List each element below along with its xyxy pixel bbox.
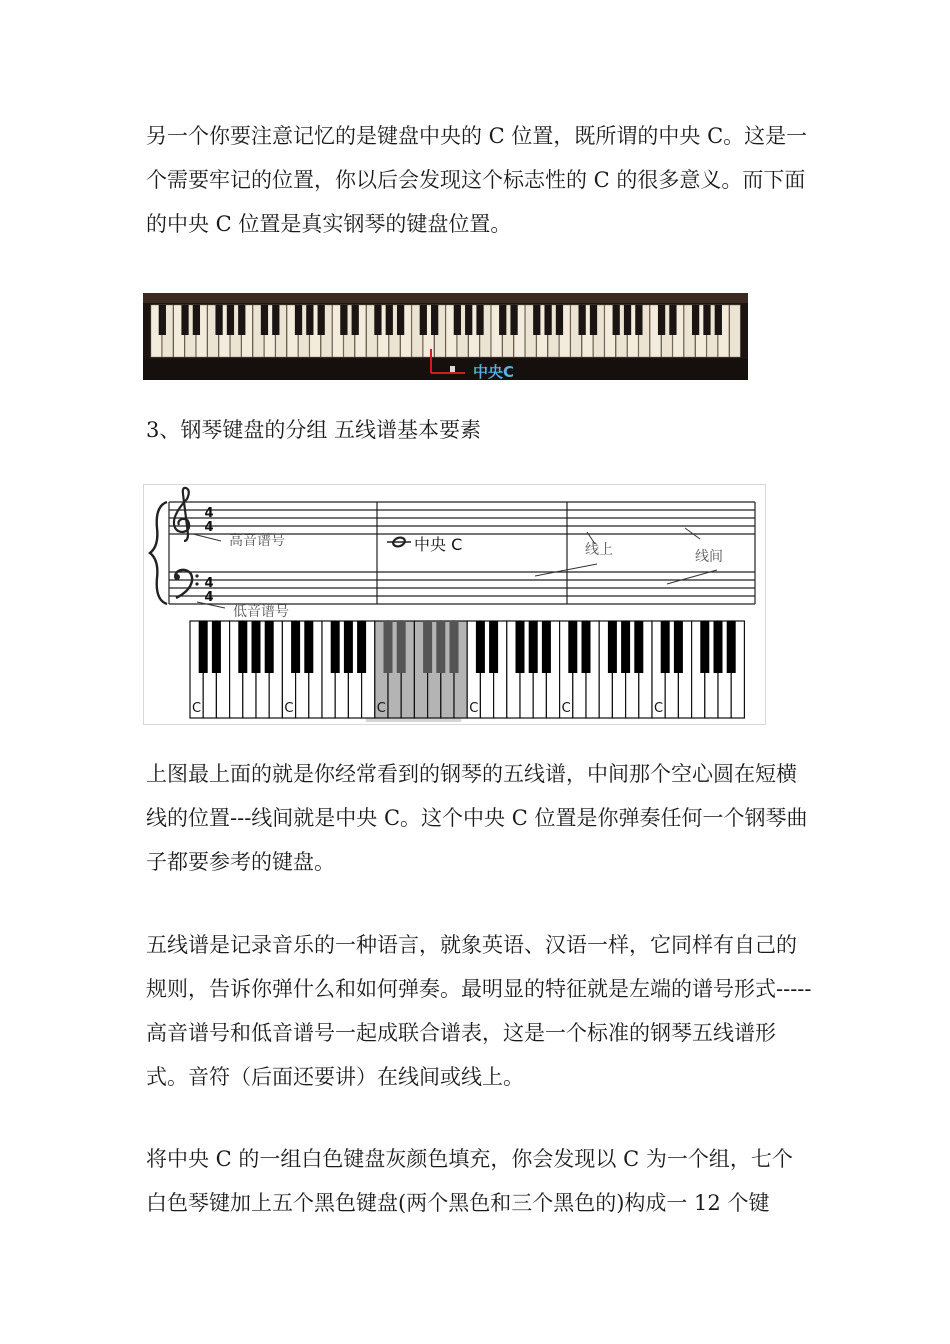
photo-black-key xyxy=(635,305,642,335)
photo-black-key xyxy=(295,305,302,335)
middle-c-staff-label: 中央 C xyxy=(414,535,463,554)
photo-black-key xyxy=(181,305,188,335)
treble-time-top: 4 xyxy=(204,506,214,521)
paragraph-staff-explanation: 上图最上面的就是你经常看到的钢琴的五线谱，中间那个空心圆在短横线的位置---线间就是中央 C。这个中央 C 位置是你弹奏任何一个钢琴曲子都要参考的键盘。 xyxy=(146,762,808,874)
diagram-black-key xyxy=(344,621,353,673)
photo-white-key xyxy=(730,305,741,357)
photo-black-key xyxy=(624,305,631,335)
diagram-black-key xyxy=(634,621,643,673)
key-c-label: C xyxy=(376,701,386,716)
diagram-black-key xyxy=(674,621,683,673)
key-c-label: C xyxy=(284,701,294,716)
diagram-black-key xyxy=(661,621,670,673)
photo-black-key xyxy=(510,305,517,335)
bass-time-bottom: 4 xyxy=(204,590,214,605)
photo-black-key xyxy=(556,305,563,335)
diagram-black-key xyxy=(714,621,723,673)
paragraph-middle-c-intro: 另一个你要注意记忆的是键盘中央的 C 位置，既所谓的中央 C。这是一个需要牢记的位置，你以后会发现这个标志性的 C 的很多意义。而下面的中央 C 位置是真实钢琴的键盘位置。 xyxy=(146,124,808,236)
photo-black-key xyxy=(352,305,359,335)
key-c-label: C xyxy=(654,701,664,716)
section-heading: 3、钢琴键盘的分组 五线谱基本要素 xyxy=(146,418,482,442)
diagram-black-key xyxy=(542,621,551,673)
paragraph-key-groups: 将中央 C 的一组白色键盘灰颜色填充，你会发现以 C 为一个组，七个白色琴键加上五个黑色键盘(两个黑色和三个黑色的)构成一 12 个键 xyxy=(146,1147,793,1215)
photo-black-key xyxy=(544,305,551,335)
photo-black-key xyxy=(613,305,620,335)
photo-black-key xyxy=(215,305,222,335)
key-c-label: C xyxy=(192,701,202,716)
photo-black-key xyxy=(318,305,325,335)
diagram-black-key xyxy=(529,621,538,673)
diagram-black-key xyxy=(516,621,525,673)
staff-keyboard-diagram xyxy=(143,484,766,725)
diagram-black-key xyxy=(489,621,498,673)
diagram-black-key xyxy=(291,621,300,673)
photo-black-key xyxy=(227,305,234,335)
piano-keyboard-photo xyxy=(143,293,748,380)
key-c-label: C xyxy=(561,701,571,716)
photo-black-key xyxy=(159,305,166,335)
photo-black-key xyxy=(703,305,710,335)
photo-black-key xyxy=(420,305,427,335)
photo-black-key xyxy=(272,305,279,335)
photo-black-key xyxy=(692,305,699,335)
treble-clef-label: 高音谱号 xyxy=(229,533,285,549)
between-lines-label: 线间 xyxy=(695,549,723,565)
diagram-black-key xyxy=(436,621,445,673)
diagram-black-key xyxy=(238,621,247,673)
photo-black-key xyxy=(476,305,483,335)
photo-black-key xyxy=(669,305,676,335)
middle-c-label: 中央C xyxy=(473,363,515,380)
diagram-black-key xyxy=(212,621,221,673)
photo-black-key xyxy=(193,305,200,335)
photo-black-key xyxy=(465,305,472,335)
keyboard-diagram xyxy=(190,621,744,722)
diagram-black-key xyxy=(331,621,340,673)
photo-black-key xyxy=(431,305,438,335)
photo-black-key xyxy=(715,305,722,335)
photo-black-key xyxy=(590,305,597,335)
photo-black-key xyxy=(454,305,461,335)
diagram-black-key xyxy=(397,621,406,673)
photo-black-key xyxy=(238,305,245,335)
diagram-black-key xyxy=(700,621,709,673)
photo-black-key xyxy=(386,305,393,335)
on-line-label: 线上 xyxy=(585,542,613,558)
photo-black-key xyxy=(533,305,540,335)
photo-black-key xyxy=(579,305,586,335)
treble-time-bottom: 4 xyxy=(204,520,214,535)
diagram-black-key xyxy=(568,621,577,673)
diagram-black-key xyxy=(357,621,366,673)
paragraph-staff-language: 五线谱是记录音乐的一种语言，就象英语、汉语一样，它同样有自己的规则，告诉你弹什么和如何弹奏。最明显的特征就是左端的谱号形式-----高音谱号和低音谱号一起成联合谱表，这是一个标准的钢琴五线谱形式。音符（后面还要讲）在线间或线上。 xyxy=(146,933,812,1089)
diagram-black-key xyxy=(476,621,485,673)
diagram-black-key xyxy=(252,621,261,673)
diagram-black-key xyxy=(384,621,393,673)
diagram-black-key xyxy=(727,621,736,673)
diagram-black-key xyxy=(304,621,313,673)
diagram-black-key xyxy=(582,621,591,673)
bass-time-top: 4 xyxy=(204,576,214,591)
photo-black-key xyxy=(397,305,404,335)
key-c-label: C xyxy=(469,701,479,716)
photo-black-key xyxy=(374,305,381,335)
diagram-black-key xyxy=(608,621,617,673)
diagram-black-key xyxy=(621,621,630,673)
photo-black-key xyxy=(499,305,506,335)
diagram-black-key xyxy=(450,621,459,673)
photo-black-key xyxy=(261,305,268,335)
bass-clef-label: 低音谱号 xyxy=(233,604,289,620)
photo-black-key xyxy=(658,305,665,335)
photo-black-key xyxy=(340,305,347,335)
photo-black-key xyxy=(306,305,313,335)
diagram-black-key xyxy=(265,621,274,673)
diagram-black-key xyxy=(199,621,208,673)
diagram-black-key xyxy=(423,621,432,673)
